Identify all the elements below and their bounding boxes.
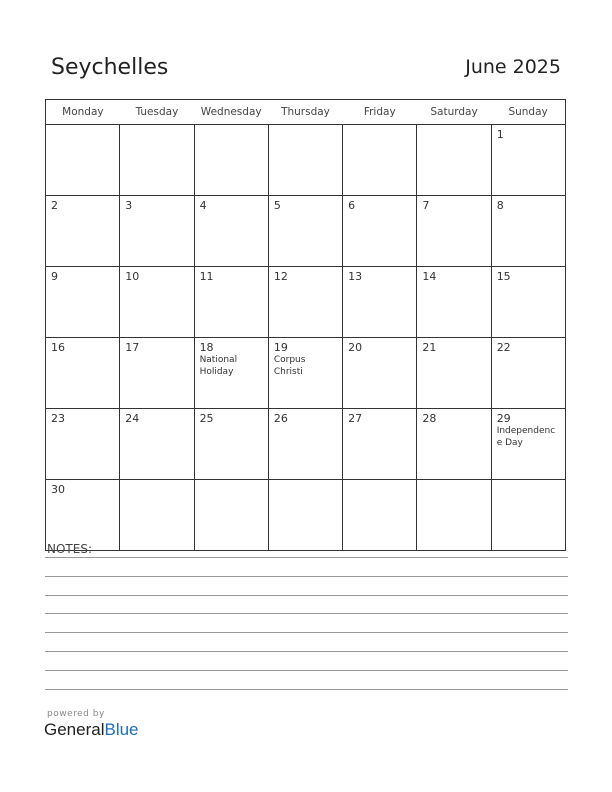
note-line bbox=[45, 632, 568, 633]
day-cell bbox=[194, 409, 268, 480]
day-number: 26 bbox=[273, 412, 288, 425]
day-number: 25 bbox=[199, 412, 214, 425]
note-line bbox=[45, 595, 568, 596]
day-cell bbox=[120, 125, 194, 196]
week-row bbox=[46, 125, 566, 196]
day-cell bbox=[120, 409, 194, 480]
day-cell bbox=[417, 267, 491, 338]
day-cell bbox=[417, 409, 491, 480]
day-number: 21 bbox=[422, 341, 437, 354]
day-cell bbox=[491, 196, 565, 267]
note-line bbox=[45, 670, 568, 671]
day-number: 20 bbox=[348, 341, 363, 354]
day-cell bbox=[268, 409, 342, 480]
holiday-label: National Holiday bbox=[199, 355, 238, 377]
powered-by-text: powered by bbox=[47, 709, 105, 719]
day-cell bbox=[343, 196, 417, 267]
day-number: 18 bbox=[199, 341, 214, 354]
day-number: 14 bbox=[422, 270, 437, 283]
day-number: 6 bbox=[348, 199, 356, 212]
day-number: 19 bbox=[273, 341, 288, 354]
day-cell bbox=[491, 409, 565, 480]
day-number: 12 bbox=[273, 270, 288, 283]
day-cell bbox=[417, 338, 491, 409]
day-cell bbox=[491, 125, 565, 196]
day-number: 7 bbox=[422, 199, 430, 212]
day-number: 2 bbox=[51, 199, 58, 212]
day-cell bbox=[417, 196, 491, 267]
day-number: 22 bbox=[496, 341, 511, 354]
day-number: 27 bbox=[348, 412, 363, 425]
weekday-header: Wednesday bbox=[194, 100, 268, 125]
day-cell bbox=[120, 338, 194, 409]
note-line bbox=[45, 613, 568, 614]
day-number: 3 bbox=[125, 199, 133, 212]
day-cell bbox=[491, 267, 565, 338]
day-number: 30 bbox=[51, 483, 65, 496]
day-number: 4 bbox=[199, 199, 207, 212]
day-cell bbox=[417, 125, 491, 196]
day-cell bbox=[194, 338, 268, 409]
day-cell bbox=[46, 196, 120, 267]
day-cell bbox=[120, 196, 194, 267]
day-number: 13 bbox=[348, 270, 363, 283]
day-cell bbox=[491, 480, 565, 551]
day-cell bbox=[268, 196, 342, 267]
week-row bbox=[46, 196, 566, 267]
weekday-header-row bbox=[46, 100, 566, 125]
day-cell bbox=[268, 267, 342, 338]
day-number: 15 bbox=[496, 270, 511, 283]
note-line bbox=[45, 651, 568, 652]
day-cell bbox=[194, 125, 268, 196]
day-number: 17 bbox=[125, 341, 140, 354]
day-cell bbox=[491, 338, 565, 409]
weekday-header: Thursday bbox=[268, 100, 342, 125]
day-cell bbox=[46, 409, 120, 480]
day-number: 23 bbox=[51, 412, 65, 425]
month-year-title: June 2025 bbox=[465, 56, 561, 78]
day-cell bbox=[46, 125, 120, 196]
day-number: 8 bbox=[496, 199, 504, 212]
day-cell bbox=[417, 480, 491, 551]
week-row bbox=[46, 267, 566, 338]
generalblue-logo[interactable] bbox=[44, 720, 139, 740]
weekday-header: Saturday bbox=[417, 100, 491, 125]
day-number: 29 bbox=[496, 412, 511, 425]
day-number: 16 bbox=[51, 341, 65, 354]
day-cell bbox=[343, 338, 417, 409]
day-number: 5 bbox=[273, 199, 281, 212]
day-cell bbox=[46, 338, 120, 409]
calendar-grid bbox=[45, 99, 566, 551]
day-number: 24 bbox=[125, 412, 140, 425]
note-line bbox=[45, 557, 568, 558]
weekday-header: Sunday bbox=[491, 100, 565, 125]
weekday-header: Friday bbox=[343, 100, 417, 125]
day-cell bbox=[343, 125, 417, 196]
day-cell bbox=[46, 267, 120, 338]
day-cell bbox=[194, 267, 268, 338]
notes-label: NOTES: bbox=[47, 542, 92, 556]
note-line bbox=[45, 689, 568, 690]
day-cell bbox=[194, 480, 268, 551]
day-cell bbox=[343, 267, 417, 338]
brand-blue: Blue bbox=[104, 720, 139, 739]
brand-general: General bbox=[44, 720, 105, 739]
day-number: 9 bbox=[51, 270, 58, 283]
day-cell bbox=[46, 480, 120, 551]
day-cell bbox=[343, 480, 417, 551]
week-row bbox=[46, 480, 566, 551]
holiday-label: Independence Day bbox=[496, 426, 556, 448]
day-cell bbox=[268, 338, 342, 409]
country-title: Seychelles bbox=[51, 55, 169, 80]
day-cell bbox=[120, 480, 194, 551]
day-number: 28 bbox=[422, 412, 437, 425]
weekday-header: Tuesday bbox=[120, 100, 194, 125]
day-cell bbox=[120, 267, 194, 338]
day-cell bbox=[194, 196, 268, 267]
week-row bbox=[46, 409, 566, 480]
day-cell bbox=[268, 125, 342, 196]
day-number: 11 bbox=[199, 270, 214, 283]
note-line bbox=[45, 576, 568, 577]
day-cell bbox=[343, 409, 417, 480]
day-number: 1 bbox=[496, 128, 504, 141]
day-cell bbox=[268, 480, 342, 551]
day-number: 10 bbox=[125, 270, 140, 283]
holiday-label: Corpus Christi bbox=[273, 355, 306, 377]
weekday-header: Monday bbox=[46, 100, 120, 125]
week-row bbox=[46, 338, 566, 409]
